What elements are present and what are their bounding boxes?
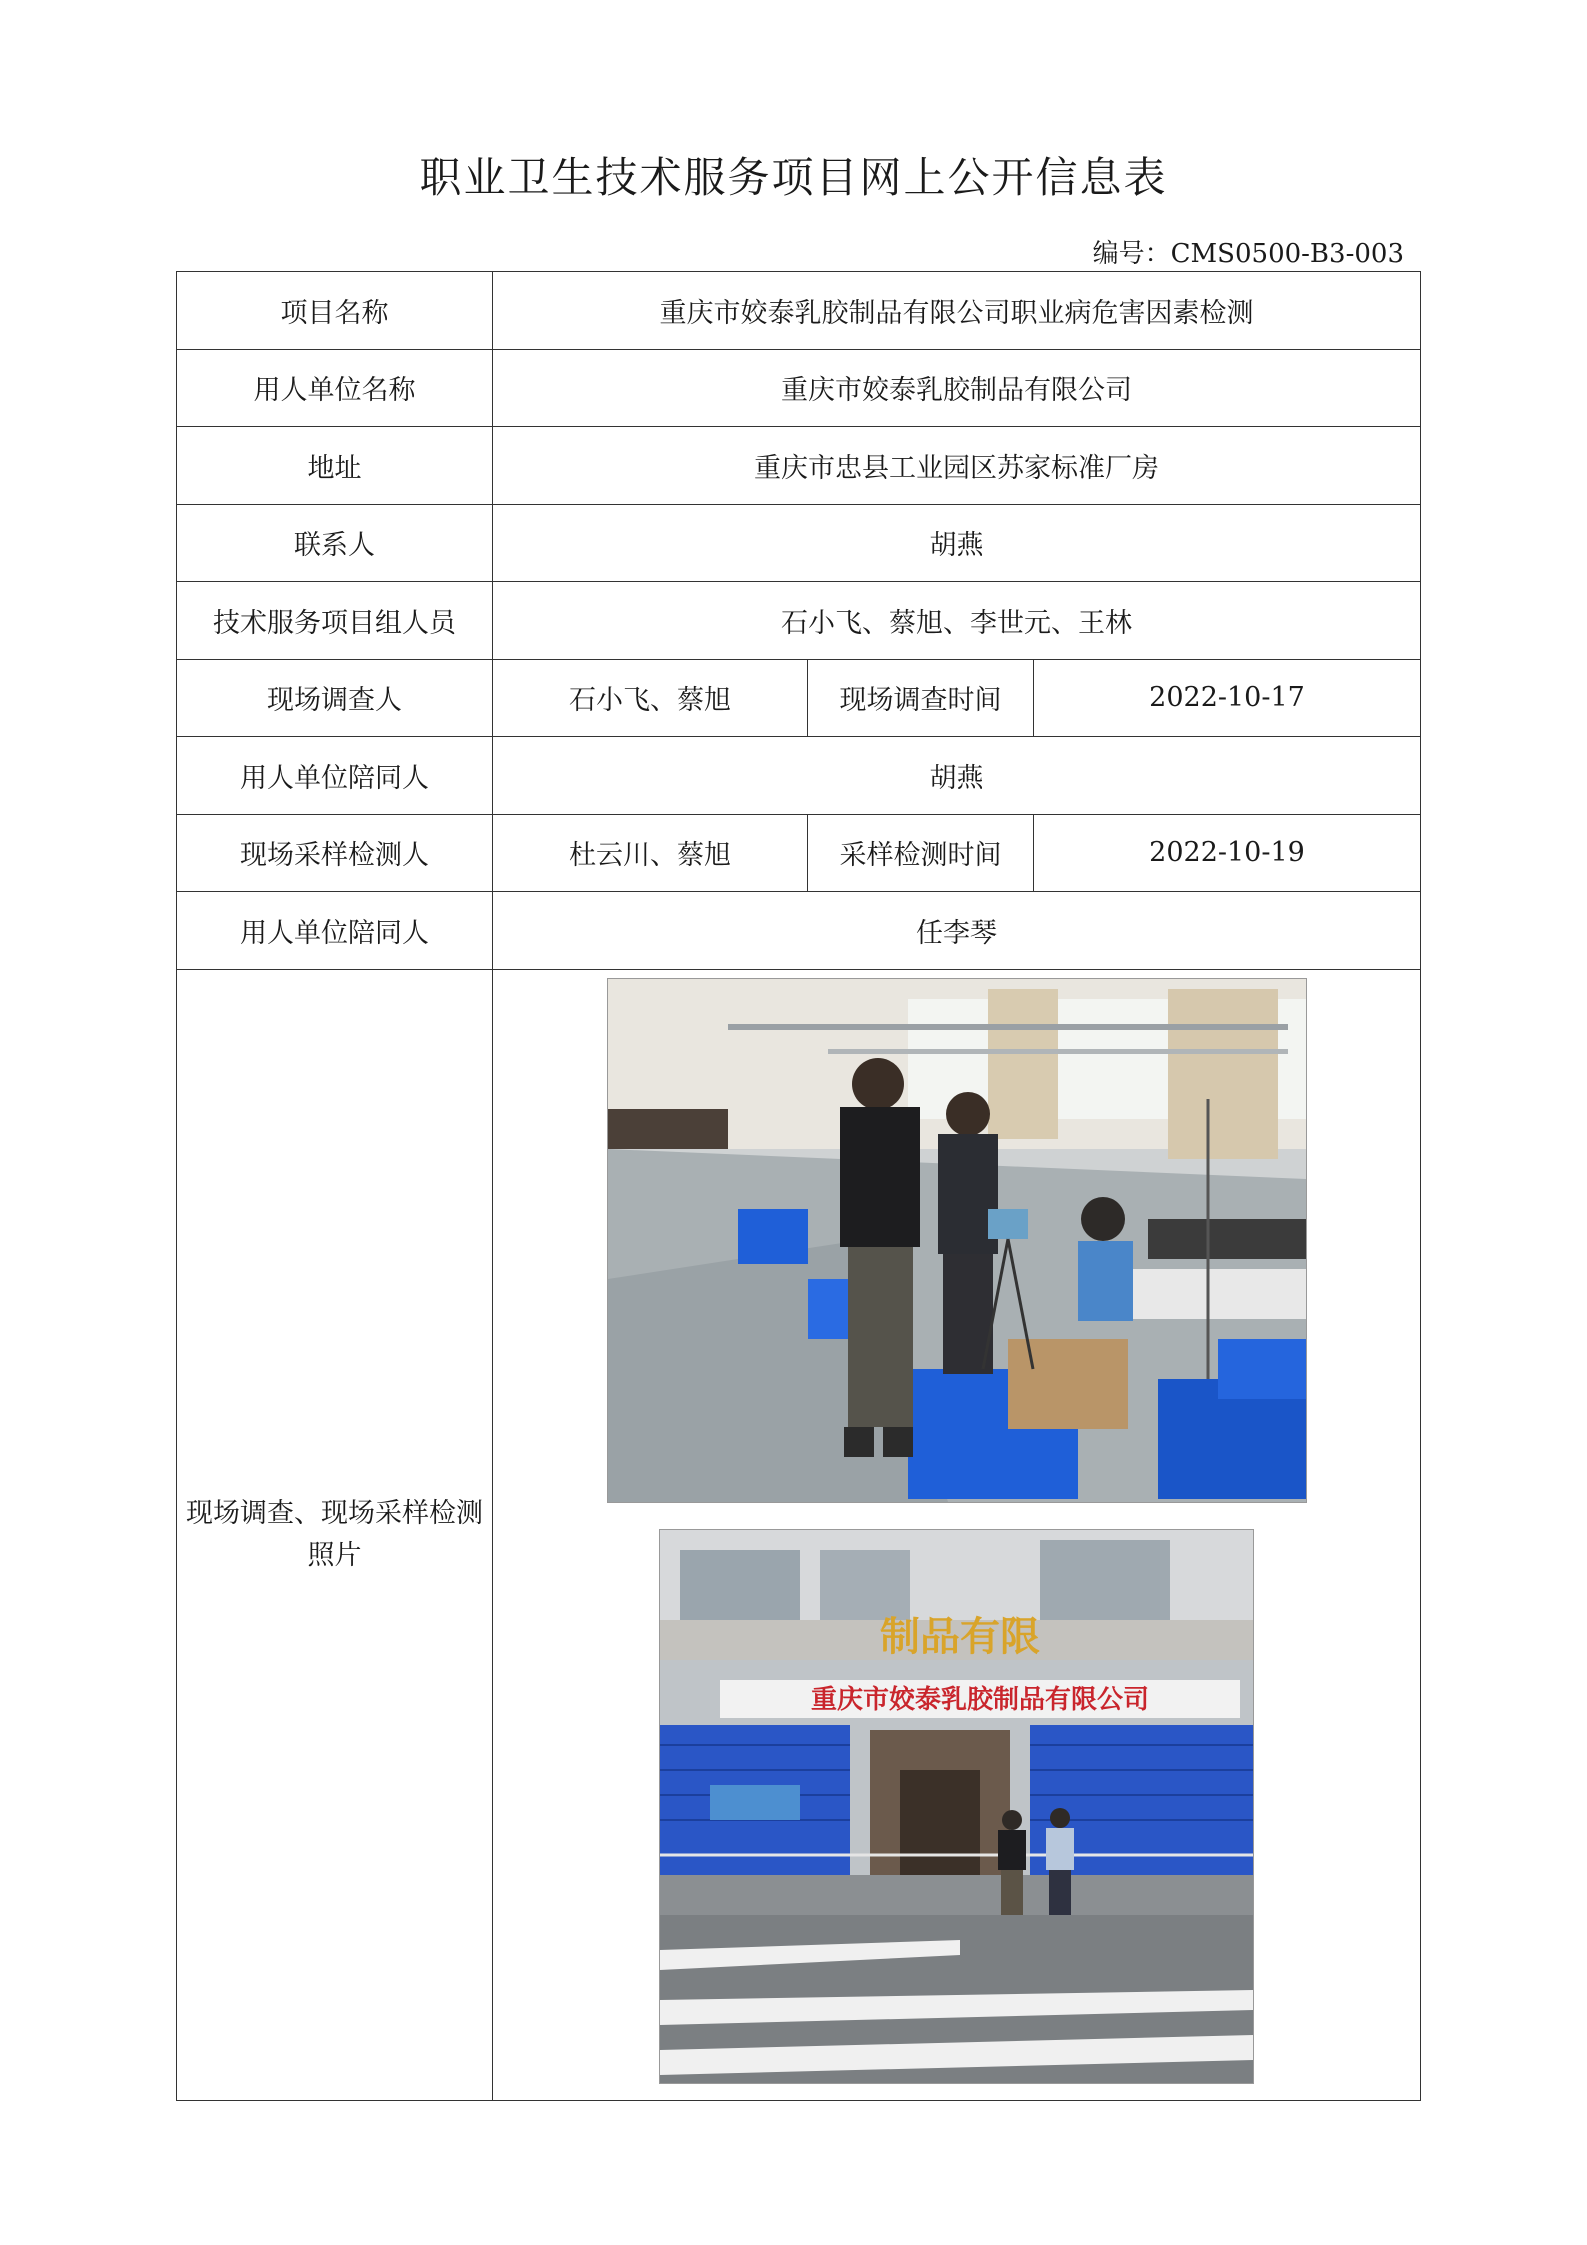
building-photo-drawing <box>660 1530 1253 2083</box>
value-sampling: 杜云川、蔡旭 <box>493 814 808 892</box>
label-employer-name: 用人单位名称 <box>177 349 493 427</box>
label-photos: 现场调查、现场采样检测照片 <box>177 969 493 2100</box>
row-sampling <box>177 814 1421 892</box>
label-team: 技术服务项目组人员 <box>177 582 493 660</box>
label-project-name: 项目名称 <box>177 272 493 350</box>
value-survey-escort: 胡燕 <box>493 737 1421 815</box>
building-sign-red: 重庆市姣泰乳胶制品有限公司 <box>811 1684 1150 1715</box>
building-photo <box>659 1529 1254 2084</box>
document-number: 编号：CMS0500-B3-003 <box>1092 239 1404 269</box>
row-survey <box>177 659 1421 737</box>
row-address <box>177 427 1421 505</box>
document-title: 职业卫生技术服务项目网上公开信息表 <box>419 153 1168 202</box>
value-project-name: 重庆市姣泰乳胶制品有限公司职业病危害因素检测 <box>493 272 1421 350</box>
row-team <box>177 582 1421 660</box>
label-address: 地址 <box>177 427 493 505</box>
value-team: 石小飞、蔡旭、李世元、王林 <box>493 582 1421 660</box>
row-sampling-escort <box>177 892 1421 970</box>
building-sign-gold: 制品有限 <box>880 1612 1041 1660</box>
label-contact: 联系人 <box>177 504 493 582</box>
row-project-name <box>177 272 1421 350</box>
label-survey-escort: 用人单位陪同人 <box>177 737 493 815</box>
value-sampling-time: 2022-10-19 <box>1034 814 1421 892</box>
label-sampling-escort: 用人单位陪同人 <box>177 892 493 970</box>
workshop-photo-drawing <box>608 979 1306 1502</box>
value-employer-name: 重庆市姣泰乳胶制品有限公司 <box>493 349 1421 427</box>
info-table <box>176 271 1421 2101</box>
value-address: 重庆市忠县工业园区苏家标准厂房 <box>493 427 1421 505</box>
label-survey: 现场调查人 <box>177 659 493 737</box>
label-sampling: 现场采样检测人 <box>177 814 493 892</box>
label-sampling-time: 采样检测时间 <box>808 814 1034 892</box>
value-survey-time: 2022-10-17 <box>1034 659 1421 737</box>
label-survey-time: 现场调查时间 <box>808 659 1034 737</box>
row-employer-name <box>177 349 1421 427</box>
value-sampling-escort: 任李琴 <box>493 892 1421 970</box>
row-photos <box>177 969 1421 2100</box>
value-survey: 石小飞、蔡旭 <box>493 659 808 737</box>
photos-cell <box>493 969 1421 2100</box>
workshop-photo <box>607 978 1307 1503</box>
row-survey-escort <box>177 737 1421 815</box>
row-contact <box>177 504 1421 582</box>
value-contact: 胡燕 <box>493 504 1421 582</box>
